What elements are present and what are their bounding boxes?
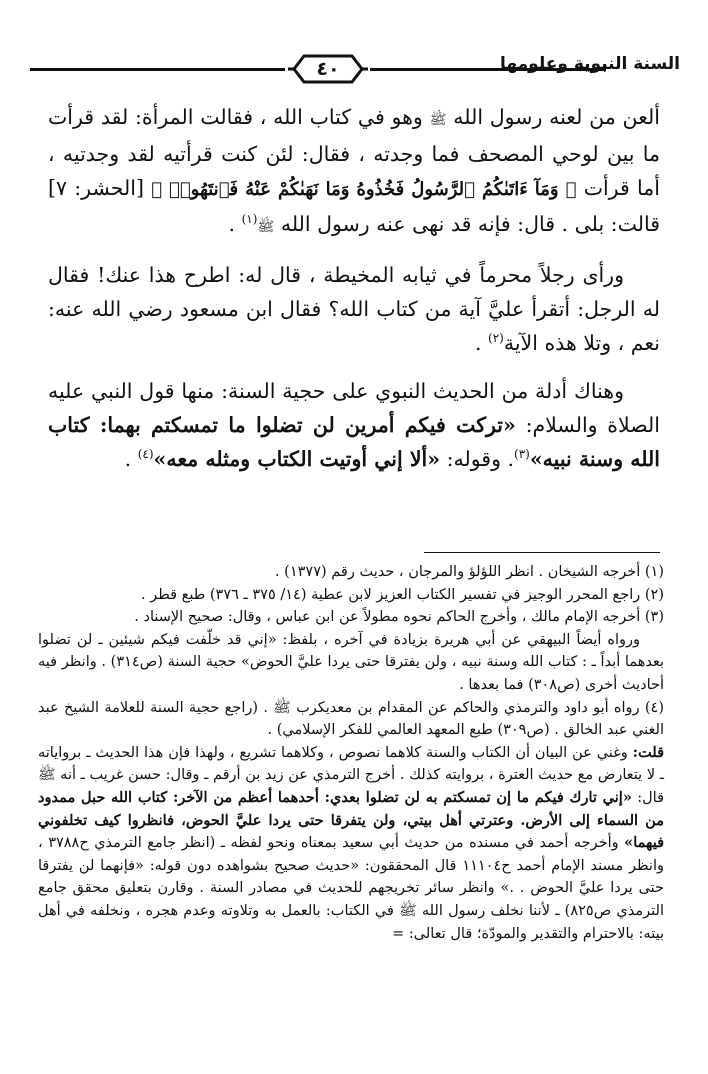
footnote-ref-2[interactable]: (٢): [488, 331, 504, 346]
note-text-b: وأخرجه أحمد في مسنده من حديث أبي سعيد بمعناه ونحو لفظه ـ (انظر جامع الترمذي ح٣٧٨٨ ، وانظر مسند الإمام أحمد ح١١١٠٤ قال المحققون: «حديث صحيح بشواهده دون قوله: «فإنهما لن يفترقا حتى يردا عليَّ الحوض . .» وانظر سائر تخريجهم للحديث في مصادر السنة . وقارن بتعليق محقق جامع الترمذي ص٨٢٥) ـ لأننا نخلف رسول الله ﷺ في الكتاب: بالعمل به وتلاوته وعدم هجره ، ونخلفه في أهل بيته: بالاحترام والتقدير والمودّة؛ قال تعالى: =: [38, 835, 664, 942]
hadith-quote-1: «تركت فيكم أمرين لن تضلوا ما تمسكتم بهما: كتاب الله وسنة نبيه»: [48, 413, 660, 471]
paragraph-1-text-a: ألعن من لعنه رسول الله: [453, 105, 660, 129]
paragraph-2-end: .: [474, 331, 482, 355]
main-text: [48, 100, 660, 490]
footnote-2: (٢) راجع المحرر الوجيز في تفسير الكتاب العزيز لابن عطية (١٤/ ٣٧٥ ـ ٣٧٦) طبع قطر .: [140, 586, 664, 603]
paragraph-3-text-b: . وقوله:: [446, 447, 515, 471]
note-label: قلت:: [632, 743, 664, 761]
footnote-note: [38, 742, 664, 945]
page-number-badge: [288, 50, 368, 88]
footnote-separator: [424, 552, 660, 553]
running-title: السنة النبوية وعلومها: [500, 54, 680, 74]
header-rule-left: [30, 68, 285, 71]
paragraph-1-text-b: وهو في كتاب الله ، فقالت المرأة: لقد قرأت ما بين لوحي المصحف فما وجدته ، فقال: لئن كنت قرأتيه لقد وجدتيه ، أما قرأت: [48, 105, 660, 200]
paragraph-2: [48, 258, 660, 360]
footnote-1: (١) أخرجه الشيخان . انظر اللؤلؤ والمرجان ، حديث رقم (١٣٧٧) .: [274, 564, 664, 580]
hadith-quote-2: «ألا إني أوتيت الكتاب ومثله معه»: [153, 447, 441, 471]
footnote-ref-1[interactable]: (١): [241, 212, 258, 227]
note-text-a: وغني عن البيان أن الكتاب والسنة كلاهما نصوص ، وكلاهما تشريع ، ولهذا فإن هذا الحديث ـ برواياته ـ لا يتعارض مع حديث العترة ، بروايته كذلك . أخرج الترمذي عن زيد بن أرقم ـ وقال: حسن غريب ـ أنه ﷺ قال:: [38, 744, 665, 806]
footnote-3: (٣) أخرجه الإمام مالك ، وأخرج الحاكم نحوه مطولاً عن ابن عباس ، وقال: صحيح الإسناد .: [134, 609, 664, 626]
salawat-icon: ﷺ: [257, 219, 275, 235]
paragraph-1: [48, 100, 660, 244]
footnote-ref-3[interactable]: (٣): [514, 447, 530, 462]
quran-verse: ﴿ وَمَآ ءَاتَىٰكُمُ ٱلرَّسُولُ فَخُذُوهُ وَمَا نَهَىٰكُمْ عَنْهُ فَٱنتَهُوا۟ ﴾: [151, 179, 577, 200]
paragraph-3-text-a: وهناك أدلة من الحديث النبوي على حجية السنة: منها قول النبي عليه الصلاة والسلام:: [48, 379, 660, 437]
paragraph-1-end: .: [228, 212, 236, 236]
footnote-ref-4[interactable]: (٤): [137, 447, 154, 462]
page-header: [30, 46, 680, 94]
paragraph-2-text: ورأى رجلاً محرماً في ثيابه المخيطة ، قال له: اطرح هذا عنك! فقال له الرجل: أتقرأ عليَّ آية من كتاب الله؟ فقال ابن مسعود رضي الله عنه: نعم ، وتلا هذه الآية: [48, 263, 660, 355]
note-hadith: «إني تارك فيكم ما إن تمسكتم به لن تضلوا بعدي: أحدهما أعظم من الآخر: كتاب الله حبل ممدود من السماء إلى الأرض. وعترتي أهل بيتي، ولن يتفرقا حتى يردا عليَّ الحوض، فانظروا كيف تخلفوني فيهما»: [38, 788, 664, 852]
footnote-4: (٤) رواه أبو داود والترمذي والحاكم عن المقدام بن معديكرب ﷺ . (راجع حجية السنة للعلامة الشيخ عبد الغني عبد الخالق . (ص٣٠٩) طبع المعهد العالمي للفكر الإسلامي) .: [38, 699, 664, 739]
footnote-3-continuation: ورواه أيضاً البيهقي عن أبي هريرة بزيادة في آخره ، بلفظ: «إني قد خلّفت فيكم شيئين ـ لن تضلوا بعدهما أبداً ـ : كتاب الله وسنة نبيه ، ولن يفترقا حتى يردا عليَّ الحوض» حجية السنة (ص٣١٤) . وانظر فيه أحاديث أخرى (ص٣٠٨) فما بعدها .: [38, 631, 664, 693]
footnotes: [38, 561, 664, 945]
page-number: ٤٠: [316, 58, 340, 80]
paragraph-1-text-c: [الحشر: ٧] قالت: بلى . قال: فإنه قد نهى عنه رسول الله: [48, 176, 660, 236]
salawat-icon: ﷺ: [429, 112, 447, 128]
paragraph-3: [48, 374, 660, 476]
paragraph-3-end: .: [124, 447, 132, 471]
